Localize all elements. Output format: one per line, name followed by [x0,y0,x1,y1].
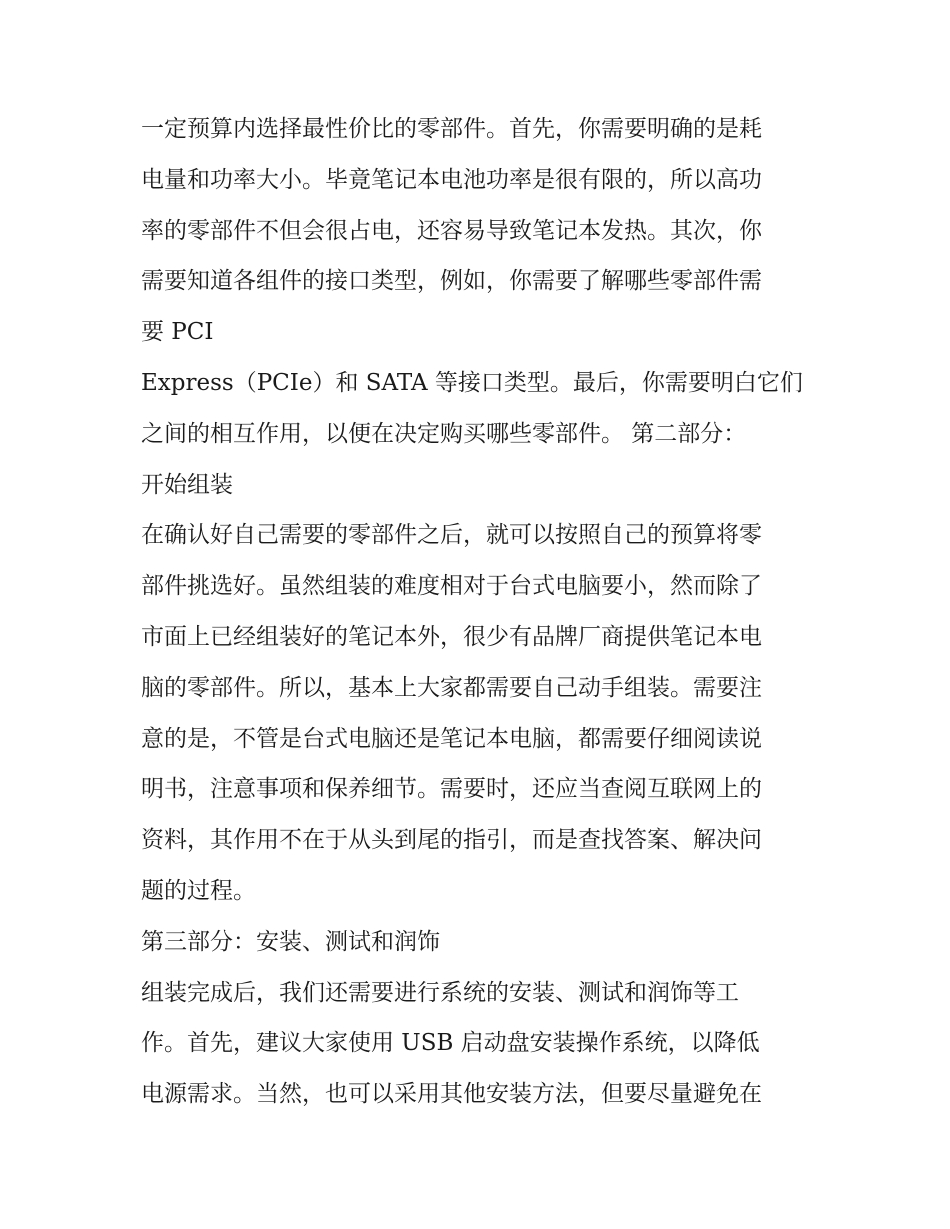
text-line: 市面上已经组装好的笔记本外，很少有品牌厂商提供笔记本电 [141,623,762,650]
text-line: 作。首先，建议大家使用 USB 启动盘安装操作系统，以降低 [141,1030,760,1057]
text-line: 一定预算内选择最性价比的零部件。首先，你需要明确的是耗 [141,116,762,142]
text-line: 电源需求。当然，也可以采用其他安装方法，但要尽量避免在 [141,1081,762,1108]
text-line: 意的是，不管是台式电脑还是笔记本电脑，都需要仔细阅读说 [141,725,762,752]
text-line: 要 PCI [141,319,214,346]
text-line: Express（PCIe）和 SATA 等接口类型。最后，你需要明白它们 [141,369,803,396]
body-text [141,104,821,1120]
section-heading: 开始组装 [141,471,233,498]
text-line: 之间的相互作用，以便在决定购买哪些零部件。 第二部分： [141,420,747,447]
text-line: 电量和功率大小。毕竟笔记本电池功率是很有限的，所以高功 [141,166,762,193]
text-line: 率的零部件不但会很占电，还容易导致笔记本发热。其次，你 [141,217,762,244]
text-line: 脑的零部件。所以，基本上大家都需要自己动手组装。需要注 [141,674,762,701]
text-line: 部件挑选好。虽然组装的难度相对于台式电脑要小，然而除了 [141,573,762,600]
text-line: 组装完成后，我们还需要进行系统的安装、测试和润饰等工 [141,979,739,1006]
section-heading: 第三部分：安装、测试和润饰 [141,928,440,955]
text-line: 题的过程。 [141,877,256,904]
text-line: 需要知道各组件的接口类型，例如，你需要了解哪些零部件需 [141,268,762,295]
text-line: 在确认好自己需要的零部件之后，就可以按照自己的预算将零 [141,522,762,549]
text-line: 资料，其作用不在于从头到尾的指引，而是查找答案、解决问 [141,827,762,854]
text-line: 明书，注意事项和保养细节。需要时，还应当查阅互联网上的 [141,776,762,803]
